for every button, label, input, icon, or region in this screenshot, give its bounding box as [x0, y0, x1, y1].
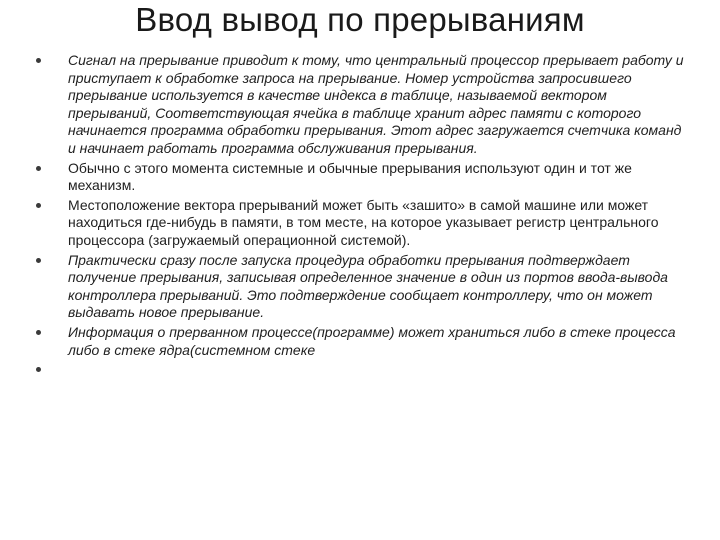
bullet-dot-icon [36, 367, 41, 372]
bullet-list [36, 52, 686, 381]
bullet-dot-icon [36, 166, 41, 171]
bullet-text: Информация о прерванном процессе(программе) может храниться либо в стеке процесса либо в стеке ядра(системном стеке [68, 323, 676, 358]
bullet-text: Обычно с этого момента системные и обычные прерывания используют один и тот же механизм. [68, 159, 632, 194]
bullet-text: Местоположение вектора прерываний может быть «зашито» в самой машине или может находиться где-нибудь в памяти, в том месте, на которое указывает регистр центрального процессора (загружаемый операционной системой). [68, 196, 659, 248]
bullet-dot-icon [36, 203, 41, 208]
bullet-dot-icon [36, 330, 41, 335]
bullet-item [36, 324, 686, 359]
bullet-item [36, 197, 686, 250]
bullet-item [36, 252, 686, 322]
bullet-item-empty [36, 361, 686, 379]
bullet-item [36, 52, 686, 158]
bullet-dot-icon [36, 58, 41, 63]
bullet-text: Сигнал на прерывание приводит к тому, что центральный процессор прерывает работу и приступает к обработке запроса на прерывание. Номер устройства запросившего прерывание используется в качестве индекса в таблице, называемой вектором прерываний, Соответствующая ячейка в таблице хранит адрес памяти с которого начинается программа обработки прерывания. Этот адрес загружается счетчика команд и начинает работать программа обслуживания прерывания. [68, 52, 684, 156]
bullet-text: Практически сразу после запуска процедура обработки прерывания подтверждает получение прерывания, записывая определенное значение в один из портов ввода-вывода контроллера прерываний. Это подтверждение сообщает контроллеру, что он может выдавать новое прерывание. [68, 251, 668, 321]
slide-title: Ввод вывод по прерываниям [135, 1, 585, 38]
bullet-dot-icon [36, 258, 41, 263]
bullet-item [36, 160, 686, 195]
